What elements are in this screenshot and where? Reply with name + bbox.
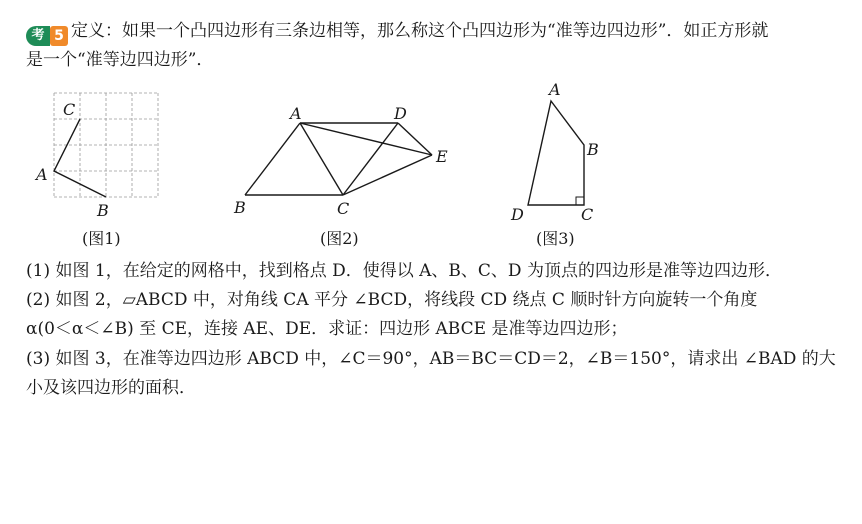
question-3-line-2: 小及该四边形的面积．	[26, 378, 196, 398]
figure-2	[245, 123, 432, 195]
fig2-label-d: D	[394, 104, 407, 123]
fig3-label-d: D	[511, 205, 524, 224]
definition-text-1: 定义：如果一个凸四边形有三条边相等，那么称这个凸四边形为“准等边四边形”．如正方形就	[71, 21, 769, 41]
fig2-label-e: E	[436, 147, 448, 166]
question-2-line-2: α(0＜α＜∠B) 至 CE，连接 AE、DE．求证：四边形 ABCE 是准等边四边形；	[26, 319, 628, 339]
seg-ac	[300, 123, 343, 195]
fig2-label-c: C	[337, 199, 350, 218]
exam-badge	[26, 26, 68, 46]
fig1-label-c: C	[63, 100, 76, 119]
definition-text-2: 是一个“准等边四边形”．	[26, 50, 214, 70]
figure-1	[34, 93, 158, 248]
fig1-caption: (图1)	[82, 229, 121, 248]
right-angle-mark	[576, 197, 584, 205]
fig1-label-a: A	[36, 165, 48, 184]
question-2-line-1: (2) 如图 2，▱ABCD 中，对角线 CA 平分 ∠BCD，将线段 CD 绕点 C 顺时针方向旋转一个角度	[26, 290, 758, 310]
definition-line-2	[26, 49, 213, 71]
fig3-caption: (图3)	[536, 229, 575, 248]
fig3-label-a: A	[549, 80, 561, 99]
quad-abcd	[528, 101, 584, 205]
figure-3	[528, 101, 584, 205]
definition-line-1	[26, 20, 768, 46]
seg-ce	[343, 155, 432, 195]
question-3-line-1: (3) 如图 3，在准等边四边形 ABCD 中，∠C＝90°，AB＝BC＝CD＝2，∠B＝150°，请求出 ∠BAD 的大	[26, 349, 836, 369]
question-1: (1) 如图 1，在给定的网格中，找到格点 D．使得以 A、B、C、D 为顶点的四边形是准等边四边形．	[26, 261, 782, 281]
fig1-label-b: B	[97, 201, 109, 220]
fig2-label-b: B	[234, 198, 246, 217]
badge-char: 考	[26, 26, 50, 46]
fig3-label-c: C	[581, 205, 594, 224]
seg-cd	[343, 123, 398, 195]
fig2-caption: (图2)	[320, 229, 359, 248]
seg-ab	[245, 123, 300, 195]
fig2-label-a: A	[290, 104, 302, 123]
fig3-label-b: B	[587, 140, 599, 159]
seg-ae	[300, 123, 432, 155]
badge-number: 5	[50, 26, 68, 46]
